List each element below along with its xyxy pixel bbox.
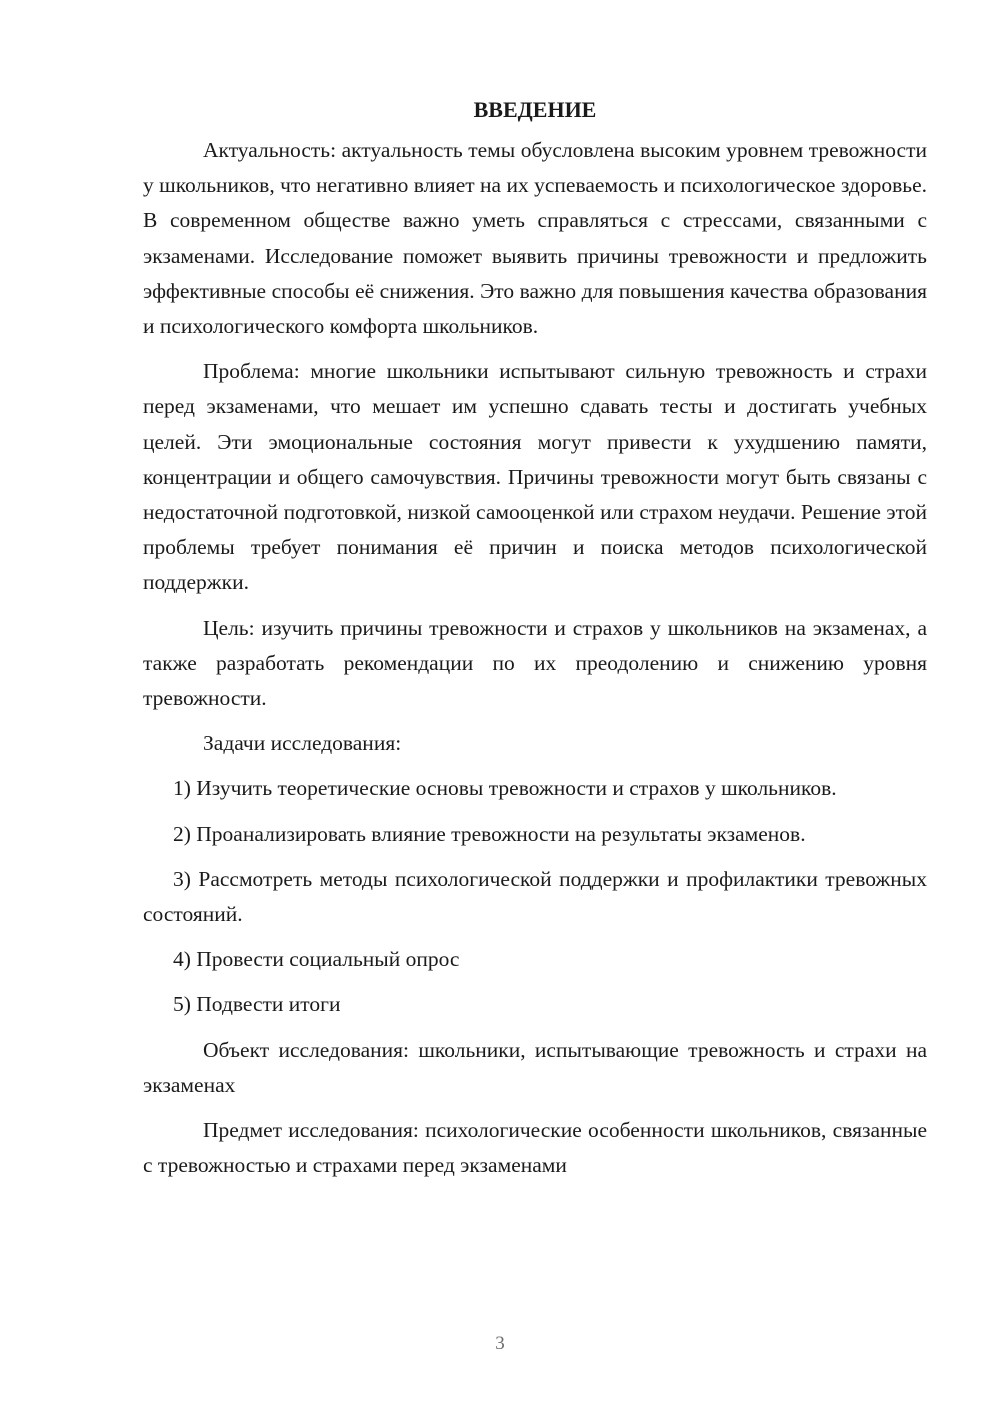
task-item-4: 4) Провести социальный опрос (173, 947, 460, 972)
task-item-2: 2) Проанализировать влияние тревожности на результаты экзаменов. (173, 821, 806, 846)
page-body (143, 93, 927, 1193)
tasks-heading: Задачи исследования: (203, 731, 402, 756)
task-item-1: 1) Изучить теоретические основы тревожности и страхов у школьников. (173, 776, 837, 801)
task-item-5: 5) Подвести итоги (173, 992, 341, 1017)
page-number: 3 (495, 1333, 505, 1354)
research-subject-paragraph: Предмет исследования: психологические особенности школьников, связанные с тревожностью и страхами перед экзаменами (143, 1118, 927, 1178)
problem-paragraph: Проблема: многие школьники испытывают сильную тревожность и страхи перед экзаменами, что мешает им успешно сдавать тесты и достигать учебных целей. Эти эмоциональные состояния могут привести к ухудшению памяти, концентрации и общего самочувствия. Причины тревожности могут быть связаны с недостаточной подготовкой, низкой самооценкой или страхом неудачи. Решение этой проблемы требует понимания её причин и поиска методов психологической поддержки. (143, 359, 927, 595)
goal-paragraph: Цель: изучить причины тревожности и страхов у школьников на экзаменах, а также разработать рекомендации по их преодолению и снижению уровня тревожности. (143, 615, 927, 711)
page-title: ВВЕДЕНИЕ (473, 97, 597, 122)
relevance-paragraph: Актуальность: актуальность темы обусловлена высоким уровнем тревожности у школьников, что негативно влияет на их успеваемость и психологическое здоровье. В современном обществе важно уметь справляться с стрессами, связанными с экзаменами. Исследование поможет выявить причины тревожности и предложить эффективные способы её снижения. Это важно для повышения качества образования и психологического комфорта школьников. (143, 138, 927, 339)
task-item-3: 3) Рассмотреть методы психологической поддержки и профилактики тревожных состояний. (143, 866, 927, 927)
research-object-paragraph: Объект исследования: школьники, испытывающие тревожность и страхи на экзаменах (143, 1037, 927, 1097)
